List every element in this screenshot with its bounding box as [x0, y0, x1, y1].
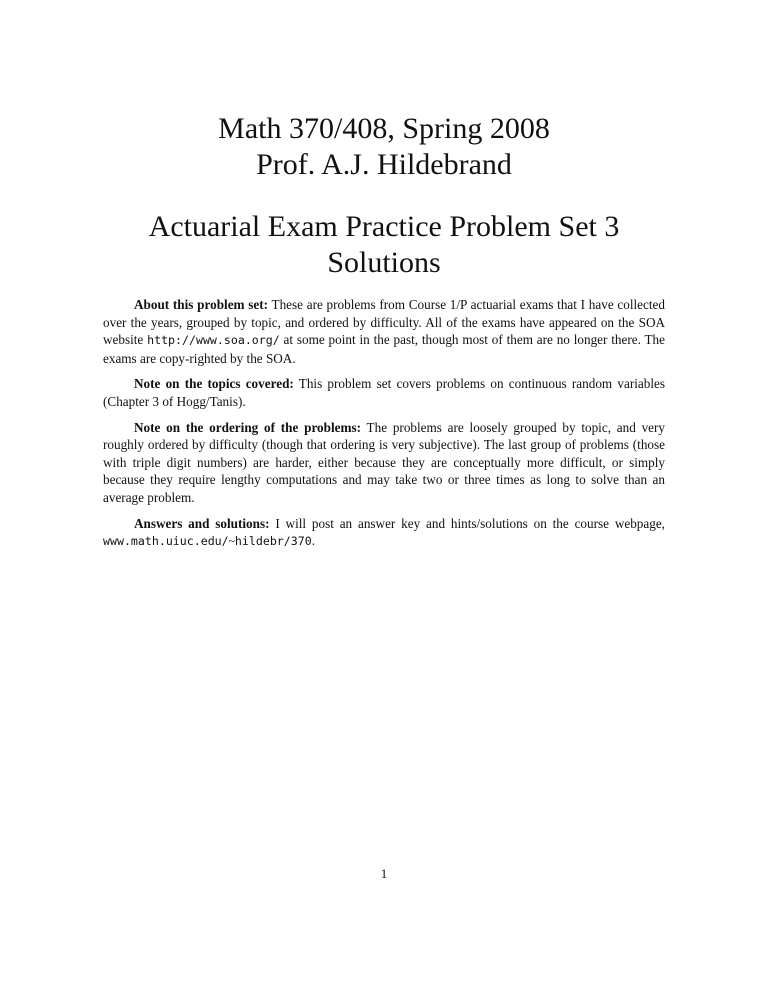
answers-text-2: .: [311, 533, 315, 549]
course-url-tilde: ~: [228, 535, 235, 549]
soa-url-link[interactable]: http://www.soa.org/: [147, 333, 280, 348]
answers-lead: Answers and solutions:: [134, 515, 270, 531]
document-body: [103, 296, 665, 559]
answers-paragraph: [103, 515, 665, 551]
course-url-part-a: www.math.uiuc.edu/: [103, 534, 229, 549]
about-lead: About this problem set:: [134, 297, 269, 312]
page-number: 1: [380, 866, 388, 881]
document-title: [0, 209, 768, 281]
ordering-paragraph: [103, 419, 665, 507]
topics-text: This problem set covers problems on continuous random variables (Chapter 3 of Hogg/Tanis).: [103, 376, 665, 409]
ordering-text: The problems are loosely grouped by topic, and very roughly ordered by difficulty (though that ordering is very subjective). The last group of problems (those with triple digit numbers) are harder, either because they are conceptually more difficult, or simply because they require lengthy computations and may take two or three times as long to solve than an average problem.: [103, 419, 666, 505]
course-header: [0, 111, 768, 183]
ordering-lead: Note on the ordering of the problems:: [134, 419, 362, 435]
title-line-2: Solutions: [327, 246, 441, 279]
course-line: Math 370/408, Spring 2008: [218, 112, 550, 145]
topics-paragraph: [103, 375, 665, 410]
about-paragraph: [103, 296, 665, 367]
course-webpage-link[interactable]: [103, 534, 312, 548]
course-url-part-b: hildebr/370: [234, 534, 312, 549]
answers-text-1: I will post an answer key and hints/solutions on the course webpage,: [269, 515, 665, 531]
title-line-1: Actuarial Exam Practice Problem Set 3: [148, 210, 620, 243]
about-text-2: at some point in the past, though most of them are no longer there. The exams are copy-righted by the SOA.: [103, 332, 665, 366]
instructor-line: Prof. A.J. Hildebrand: [256, 148, 512, 181]
about-text-1: These are problems from Course 1/P actuarial exams that I have collected over the years, grouped by topic, and ordered by difficulty. All of the exams have appeared on the SOA website: [103, 297, 665, 348]
topics-lead: Note on the topics covered:: [134, 376, 294, 392]
